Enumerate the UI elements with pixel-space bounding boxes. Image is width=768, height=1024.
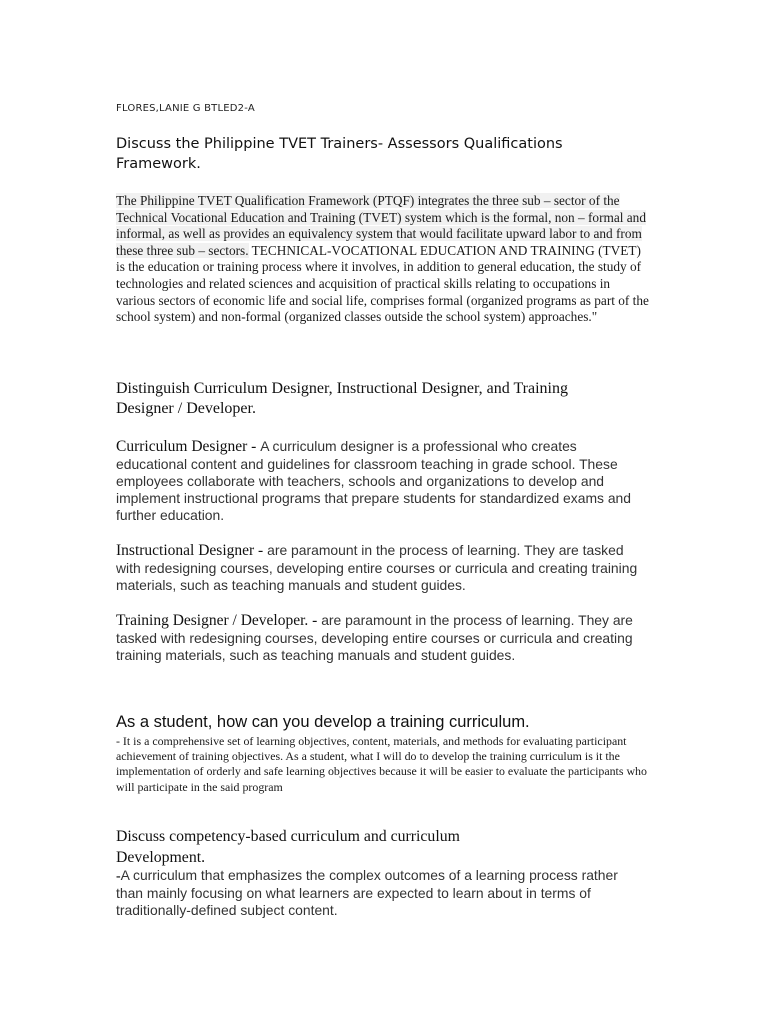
definition-term: Training Designer / Developer. - [116,612,322,629]
question-3-answer: - It is a comprehensive set of learning objectives, content, materials, and methods for evaluating participant achievement of training objectives. As a student, what I will do to develop the training curriculum is it the implementation of orderly and safe learning objectives because it will be easier to evaluate the participants who will participate in the said program [116,734,647,794]
question-1-answer [116,193,652,326]
question-1-heading: Discuss the Philippine TVET Trainers- Assessors Qualifications Framework. [116,136,563,172]
question-4-answer [116,867,646,919]
question-2-heading: Distinguish Curriculum Designer, Instructional Designer, and Training Designer / Developer. [116,380,568,417]
answer-text: TECHNICAL-VOCATIONAL EDUCATION AND TRAINING (TVET) is the education or training process where it involves, in addition to general education, the study of technologies and related sciences and acquisition of practical skills relating to occupations in various sectors of economic life and social life, comprises formal (organized programs as part of the school system) and non-formal (organized classes outside the school system) approaches." [116,242,649,325]
definition-text: are paramount in the process of learning. They are tasked with redesigning courses, developing entire courses or curricula and creating training materials, such as teaching manuals and student guides. [116,612,633,663]
definition-instructional-designer [116,542,646,594]
definition-term: Instructional Designer - [116,542,268,559]
answer-dash: - [116,869,121,884]
highlighted-text: The Philippine TVET Qualification Framework (PTQF) integrates the three sub – sector of the Technical Vocational Education and Training (TVET) system which is the formal, non – formal and informal, as well as provides an equivalency system that would facilitate upward labor to and from these three sub – sectors. [116,193,646,258]
question-3-heading: As a student, how can you develop a training curriculum. [116,713,530,731]
definition-text: A curriculum designer is a professional who creates educational content and guidelines for classroom teaching in grade school. These employees collaborate with teachers, schools and organizations to develop and implement instructional programs that prepare students for standardized exams and further education. [116,438,631,523]
answer-text: A curriculum that emphasizes the complex outcomes of a learning process rather than mainly focusing on what learners are expected to learn about in terms of traditionally-defined subject content. [116,867,618,918]
definition-curriculum-designer [116,438,646,524]
definition-training-designer [116,612,646,664]
author-line: FLORES,LANIE G BTLED2-A [116,103,255,114]
definition-text: are paramount in the process of learning. They are tasked with redesigning courses, developing entire courses or curricula and creating training materials, such as teaching manuals and student guides. [116,542,638,593]
question-4-heading: Discuss competency-based curriculum and curriculum Development. [116,828,460,866]
definition-term: Curriculum Designer - [116,438,261,455]
